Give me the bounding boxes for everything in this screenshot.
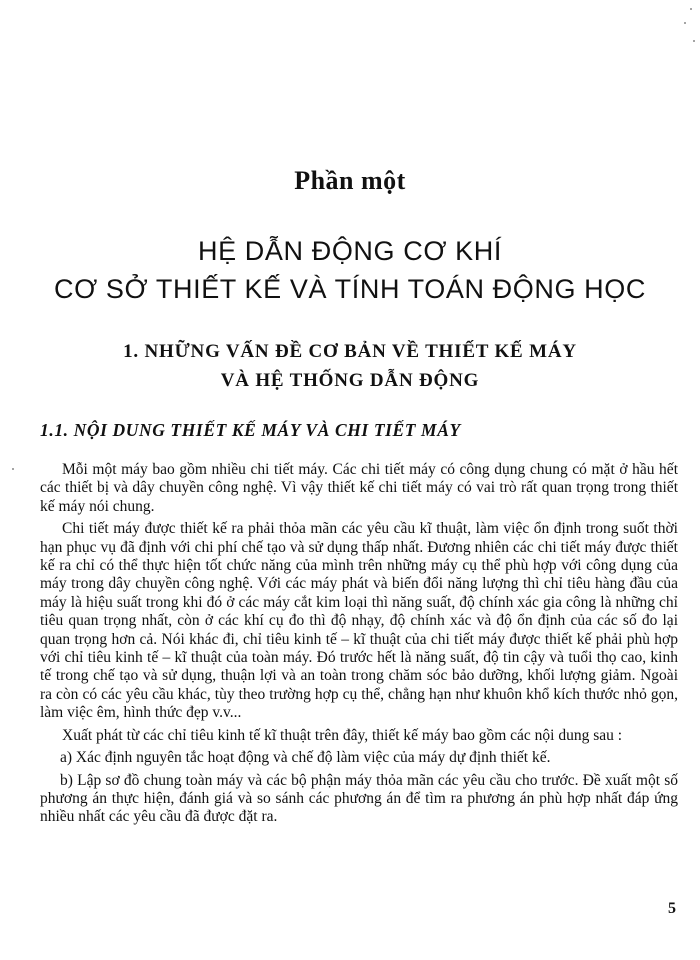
chapter-title-line-1: 1. NHỮNG VẤN ĐỀ CƠ BẢN VỀ THIẾT KẾ MÁY [123, 341, 577, 362]
chapter-title-line-2: VÀ HỆ THỐNG DẪN ĐỘNG [220, 370, 480, 391]
body-text [40, 461, 678, 831]
paragraph: Chi tiết máy được thiết kế ra phải thỏa mãn các yêu cầu kĩ thuật, làm việc ổn định trong suốt thời hạn phục vụ đã định với chi phí chế tạo và sử dụng thấp nhất. Đương nhiên các chi tiết máy được thiết kế ra chỉ có thể thực hiện tốt chức năng của mình trên những máy cụ thể phù hợp với công dụng của máy trong dây chuyền công nghệ. Với các máy phát và biến đổi năng lượng thì chỉ tiêu hàng đầu của máy là hiệu suất trong khi đó ở các máy cắt kim loại thì năng suất, độ chính xác gia công là những chỉ tiêu quan trọng nhất, còn ở các khí cụ đo thì độ nhạy, độ chính xác và độ ổn định của các số đo lại quan trọng hơn cả. Nói khác đi, chỉ tiêu kinh tế – kĩ thuật của chi tiết máy được thiết kế phải phù hợp với chỉ tiêu kinh tế – kĩ thuật của toàn máy. Đó trước hết là năng suất, độ tin cậy và tuổi thọ cao, kinh tế trong chế tạo và sử dụng, thuận lợi và an toàn trong chăm sóc bảo dưỡng, khối lượng giảm. Ngoài ra còn có các yêu cầu khác, tùy theo trường hợp cụ thể, chẳng hạn như khuôn khổ kích thước nhỏ gọn, làm việc êm, hình thức đẹp v.v... [40, 520, 678, 722]
list-item: b) Lập sơ đồ chung toàn máy và các bộ phận máy thỏa mãn các yêu cầu cho trước. Đề xuất một số phương án thực hiện, đánh giá và so sánh các phương án để tìm ra phương án phù hợp nhất đáp ứng nhiều nhất các yêu cầu đã được đặt ra. [40, 771, 678, 826]
scan-speck [684, 22, 686, 24]
paragraph: Mỗi một máy bao gồm nhiều chi tiết máy. Các chi tiết máy có công dụng chung có mặt ở hầu hết các thiết bị và dây chuyền công nghệ. Vì vậy thiết kế chi tiết máy có vai trò rất quan trọng trong thiết kế máy nói chung. [40, 461, 678, 515]
paragraph: Xuất phát từ các chỉ tiêu kinh tế kĩ thuật trên đây, thiết kế máy bao gồm các nội dung sau : [62, 726, 623, 744]
main-title-line-2: CƠ SỞ THIẾT KẾ VÀ TÍNH TOÁN ĐỘNG HỌC [53, 274, 646, 304]
section-title: 1.1. NỘI DUNG THIẾT KẾ MÁY VÀ CHI TIẾT MÁY [40, 420, 461, 440]
scan-speck [12, 468, 14, 470]
scan-speck [693, 40, 695, 42]
list-item: a) Xác định nguyên tắc hoạt động và chế độ làm việc của máy dự định thiết kế. [60, 749, 551, 767]
main-title-line-1: HỆ DẪN ĐỘNG CƠ KHÍ [198, 236, 502, 266]
scan-speck [690, 8, 692, 10]
chapter-title [0, 337, 700, 395]
page-number: 5 [668, 900, 676, 917]
part-title: Phần một [294, 166, 406, 195]
main-title [0, 232, 700, 308]
